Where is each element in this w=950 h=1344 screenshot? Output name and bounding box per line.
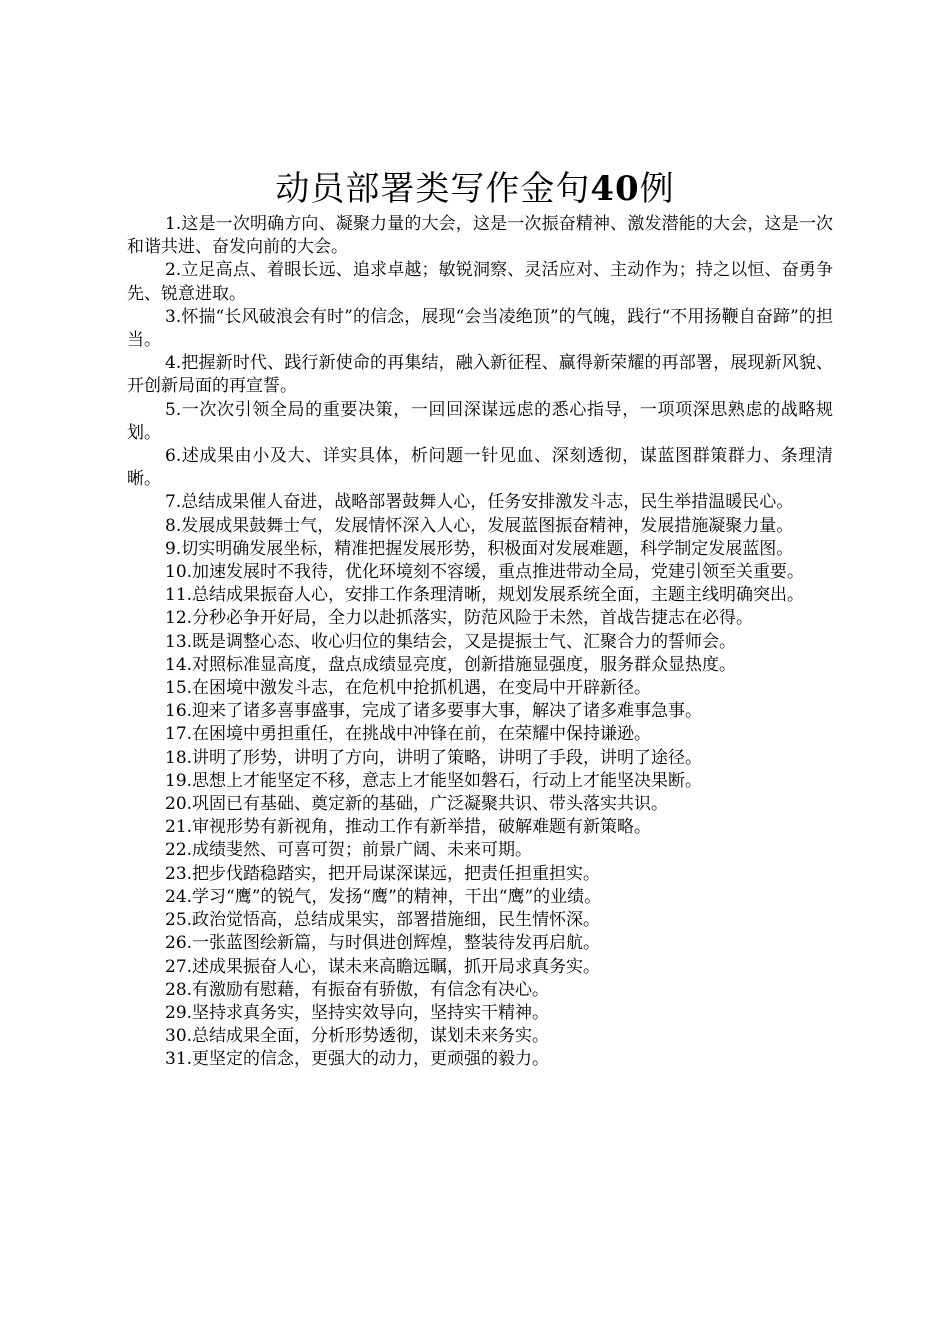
title-text: 动员部署类写作金句 [275, 169, 591, 209]
list-item: 27.述成果振奋人心，谋未来高瞻远瞩，抓开局求真务实。 [165, 956, 601, 977]
title-number: 40 [590, 169, 640, 209]
list-item: 10.加速发展时不我待，优化环境刻不容缓，重点推进带动全局，党建引领至关重要。 [165, 562, 805, 583]
list-item: 2.立足高点、着眼长远、追求卓越；敏锐洞察、灵活应对、主动作为；持之以恒、奋勇争先、锐意进取。 [127, 260, 833, 304]
document-title [0, 166, 950, 212]
list-item: 9.切实明确发展坐标，精准把握发展形势，积极面对发展难题，科学制定发展蓝图。 [165, 538, 794, 559]
list-item: 25.政治觉悟高，总结成果实，部署措施细，民生情怀深。 [165, 910, 601, 931]
list-item: 3.怀揣“长风破浪会有时”的信念，展现“会当凌绝顶”的气魄，践行“不用扬鞭自奋蹄”的担当。 [127, 306, 833, 351]
list-item: 14.对照标准显高度，盘点成绩显亮度，创新措施显强度，服务群众显热度。 [165, 654, 737, 675]
list-item: 22.成绩斐然、可喜可贺；前景广阔、未来可期。 [165, 840, 533, 861]
title-suffix: 例 [639, 169, 675, 209]
list-item: 12.分秒必争开好局，全力以赴抓落实，防范风险于未然，首战告捷志在必得。 [165, 608, 754, 629]
list-item: 31.更坚定的信念，更强大的动力，更顽强的毅力。 [165, 1049, 550, 1070]
list-item: 1.这是一次明确方向、凝聚力量的大会，这是一次振奋精神、激发潜能的大会，这是一次和谐共进、奋发向前的大会。 [127, 214, 833, 258]
list-item: 15.在困境中激发斗志，在危机中抢抓机遇，在变局中开辟新径。 [165, 678, 652, 699]
list-item: 29.坚持求真务实，坚持实效导向，坚持实干精神。 [165, 1002, 550, 1023]
list-item: 6.述成果由小及大、详实具体，析问题一针见血、深刻透彻，谋蓝图群策群力、条理清晰。 [127, 446, 833, 490]
document-body [127, 213, 833, 1072]
list-item: 17.在困境中勇担重任，在挑战中冲锋在前，在荣耀中保持谦逊。 [165, 724, 652, 745]
list-item: 13.既是调整心态、收心归位的集结会，又是提振士气、汇聚合力的誓师会。 [165, 631, 737, 652]
list-item: 11.总结成果振奋人心，安排工作条理清晰，规划发展系统全面，主题主线明确突出。 [165, 585, 805, 606]
list-item: 5.一次次引领全局的重要决策，一回回深谋远虑的悉心指导，一项项深思熟虑的战略规划。 [127, 399, 833, 443]
list-item: 23.把步伐踏稳踏实，把开局谋深谋远，把责任担重担实。 [165, 863, 601, 884]
list-item: 7.总结成果催人奋进，战略部署鼓舞人心，任务安排激发斗志，民生举措温暖民心。 [165, 492, 794, 513]
list-item: 28.有激励有慰藉，有振奋有骄傲，有信念有决心。 [165, 979, 550, 1000]
list-item: 16.迎来了诸多喜事盛事，完成了诸多要事大事，解决了诸多难事急事。 [165, 701, 703, 722]
list-item: 4.把握新时代、践行新使命的再集结，融入新征程、赢得新荣耀的再部署，展现新风貌、开创新局面的再宣誓。 [127, 353, 833, 397]
list-item: 24.学习“鹰”的锐气，发扬“鹰”的精神，干出“鹰”的业绩。 [165, 886, 602, 907]
list-item: 30.总结成果全面，分析形势透彻，谋划未来务实。 [165, 1026, 550, 1047]
list-item: 20.巩固已有基础、奠定新的基础，广泛凝聚共识、带头落实共识。 [165, 794, 669, 815]
list-item: 18.讲明了形势，讲明了方向，讲明了策略，讲明了手段，讲明了途径。 [165, 747, 703, 768]
list-item: 8.发展成果鼓舞士气，发展情怀深入人心，发展蓝图振奋精神，发展措施凝聚力量。 [165, 515, 794, 536]
list-item: 19.思想上才能坚定不移，意志上才能坚如磐石，行动上才能坚决果断。 [165, 770, 703, 791]
list-item: 26.一张蓝图绘新篇，与时俱进创辉煌，整装待发再启航。 [165, 933, 601, 954]
list-item: 21.审视形势有新视角，推动工作有新举措，破解难题有新策略。 [165, 817, 652, 838]
